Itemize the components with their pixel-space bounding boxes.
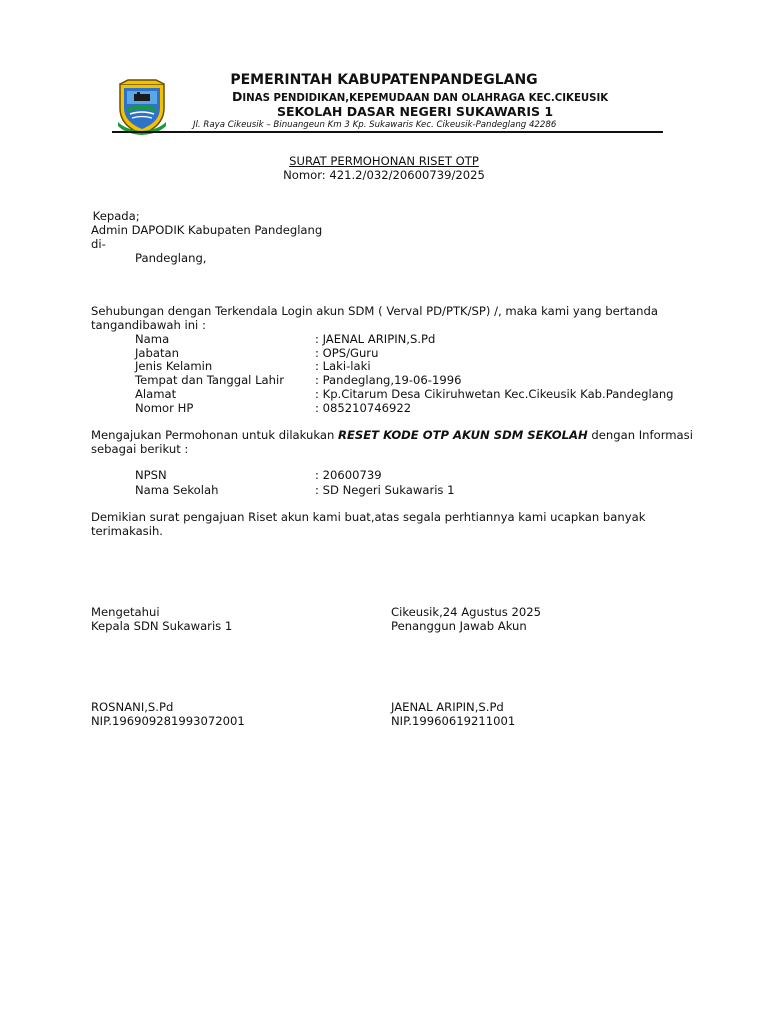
field-value: : Laki-laki bbox=[315, 359, 371, 373]
signature-left-nip: NIP.196909281993072001 bbox=[91, 714, 245, 728]
signature-right-date: Cikeusik,24 Agustus 2025 bbox=[391, 605, 541, 619]
letterhead-line2: DINAS PENDIDIKAN,KEPEMUDAAN DAN OLAHRAGA KEC.CIKEUSIK bbox=[232, 89, 609, 104]
field-value: : Pandeglang,19-06-1996 bbox=[315, 373, 462, 387]
field-label: Jenis Kelamin bbox=[135, 359, 213, 373]
school-field-value: : 20600739 bbox=[315, 468, 382, 482]
letter-number: Nomor: 421.2/032/20600739/2025 bbox=[283, 168, 485, 182]
request-line-2: sebagai berikut : bbox=[91, 442, 189, 456]
field-label: Nama bbox=[135, 332, 170, 346]
intro-line-1: Sehubungan dengan Terkendala Login akun SDM ( Verval PD/PTK/SP) /, maka kami yang bertanda bbox=[91, 304, 658, 318]
school-field-label: NPSN bbox=[135, 468, 167, 482]
field-value: : 085210746922 bbox=[315, 401, 412, 415]
field-label: Tempat dan Tanggal Lahir bbox=[135, 373, 284, 387]
recipient-name: Admin DAPODIK Kabupaten Pandeglang bbox=[91, 223, 323, 237]
request-line-1: Mengajukan Permohonan untuk dilakukan RESET KODE OTP AKUN SDM SEKOLAH dengan Informasi bbox=[91, 428, 693, 442]
recipient-di: di- bbox=[91, 237, 106, 251]
signature-left-name: ROSNANI,S.Pd bbox=[91, 700, 174, 714]
recipient-label: Kepada; bbox=[89, 209, 140, 223]
closing-line-2: terimakasih. bbox=[91, 524, 163, 538]
signature-right-name: JAENAL ARIPIN,S.Pd bbox=[391, 700, 504, 714]
field-label: Jabatan bbox=[135, 346, 179, 360]
signature-right-nip: NIP.19960619211001 bbox=[391, 714, 516, 728]
signature-left-role: Kepala SDN Sukawaris 1 bbox=[91, 619, 233, 633]
field-value: : OPS/Guru bbox=[315, 346, 379, 360]
field-value: : Kp.Citarum Desa Cikiruhwetan Kec.Cikeusik Kab.Pandeglang bbox=[315, 387, 674, 401]
field-label: Nomor HP bbox=[135, 401, 194, 415]
signature-right-role: Penanggun Jawab Akun bbox=[391, 619, 527, 633]
school-field-label: Nama Sekolah bbox=[135, 483, 219, 497]
letterhead-line1: PEMERINTAH KABUPATENPANDEGLANG bbox=[230, 72, 538, 88]
closing-line-1: Demikian surat pengajuan Riset akun kami buat,atas segala perhtiannya kami ucapkan banyak bbox=[91, 510, 646, 524]
letter-title: SURAT PERMOHONAN RISET OTP bbox=[289, 154, 479, 168]
field-label: Alamat bbox=[135, 387, 177, 401]
letterhead-divider bbox=[112, 131, 663, 133]
field-value: : JAENAL ARIPIN,S.Pd bbox=[315, 332, 436, 346]
school-field-value: : SD Negeri Sukawaris 1 bbox=[315, 483, 455, 497]
letterhead-line3: SEKOLAH DASAR NEGERI SUKAWARIS 1 bbox=[277, 104, 554, 119]
letterhead-address: Jl. Raya Cikeusik – Binuangeun Km 3 Kp. Sukawaris Kec. Cikeusik-Pandeglang 42286 bbox=[193, 120, 557, 130]
intro-line-2: tangandibawah ini : bbox=[91, 318, 206, 332]
signature-left-heading: Mengetahui bbox=[91, 605, 160, 619]
recipient-city: Pandeglang, bbox=[135, 251, 207, 265]
